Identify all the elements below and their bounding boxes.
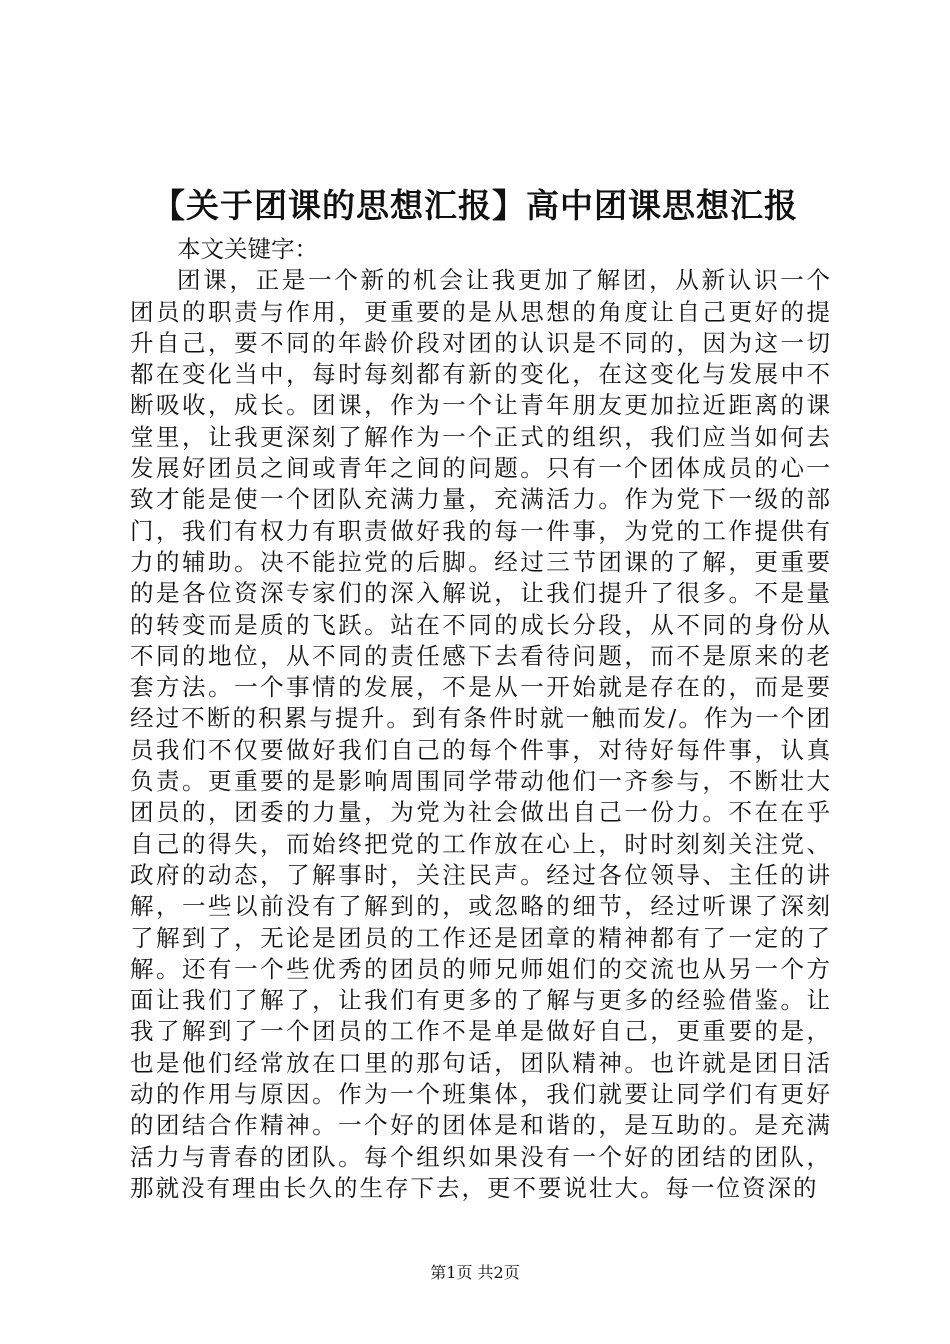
body-paragraph: 团课，正是一个新的机会让我更加了解团，从新认识一个团员的职责与作用，更重要的是从思想的角度让自己更好的提升自己，要不同的年龄价段对团的认识是不同的，因为这一切都在变化当中，每时每刻都有新的变化，在这变化与发展中不断吸收，成长。团课，作为一个让青年朋友更加拉近距离的课堂里，让我更深刻了解作为一个正式的组织，我们应当如何去发展好团员之间或青年之间的问题。只有一个团体成员的心一致才能是使一个团队充满力量，充满活力。作为党下一级的部门，我们有权力有职责做好我的每一件事，为党的工作提供有力的辅助。决不能拉党的后脚。经过三节团课的了解，更重要的是各位资深专家们的深入解说，让我们提升了很多。不是量的转变而是质的飞跃。站在不同的成长分段，从不同的身份从不同的地位，从不同的责任感下去看待问题，而不是原来的老套方法。一个事情的发展，不是从一开始就是存在的，而是要经过不断的积累与提升。到有条件时就一触而发/。作为一个团员我们不仅要做好我们自己的每个件事，对待好每件事，认真负责。更重要的是影响周围同学带动他们一齐参与，不断壮大团员的，团委的力量，为党为社会做出自己一份力。不在在乎自己的得失，而始终把党的工作放在心上，时时刻刻关注党、政府的动态，了解事时，关注民声。经过各位领导、主任的讲解，一些以前没有了解到的，或忽略的细节，经过听课了深刻了解到了，无论是团员的工作还是团章的精神都有了一定的了解。还有一个些优秀的团员的师兄师姐们的交流也从另一个方面让我们了解了，让我们有更多的了解与更多的经验借鉴。让我了解到了一个团员的工作不是单是做好自己，更重要的是，也是他们经常放在口里的那句话，团队精神。也许就是团日活动的作用与原因。作为一个班集体，我们就要让同学们有更好的团结合作精神。一个好的团体是和谐的，是互助的。是充满活力与青春的团队。每个组织如果没有一个好的团结的团队，那就没有理由长久的生存下去，更不要说壮大。每一位资深的 (130, 266, 832, 1202)
document-title: 【关于团课的思想汇报】高中团课思想汇报 (152, 186, 798, 225)
document-body (130, 234, 832, 1204)
keywords-label: 本文关键字： (177, 235, 318, 263)
page-footer: 第1页 共2页 (430, 1263, 520, 1282)
